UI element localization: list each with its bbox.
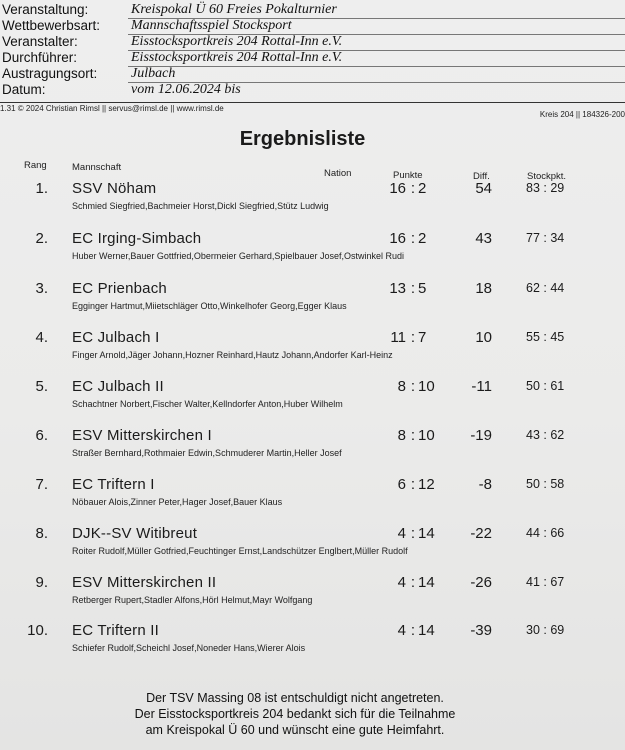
team-name: EC Julbach I: [72, 329, 160, 346]
points-lost: 10: [418, 427, 435, 444]
points-separator: :: [410, 476, 416, 493]
header-value: Eisstocksportkreis 204 Rottal-Inn e.V.: [131, 50, 343, 65]
team-name: EC Prienbach: [72, 280, 167, 297]
team-players: Egginger Hartmut,Miietschläger Otto,Winkelhofer Georg,Egger Klaus: [72, 301, 347, 311]
table-row: [0, 378, 625, 426]
header-row-executor: [0, 50, 625, 66]
header-value: Kreispokal Ü 60 Freies Pokalturnier: [131, 2, 337, 17]
district-id: Kreis 204 || 184326-200: [539, 110, 625, 119]
points-lost: 2: [418, 180, 427, 197]
team-players: Nöbauer Alois,Zinner Peter,Hager Josef,Bauer Klaus: [72, 497, 283, 507]
difference: -19: [470, 427, 492, 444]
header-row-event: [0, 2, 625, 18]
team-name: EC Julbach II: [72, 378, 164, 395]
table-row: [0, 525, 625, 573]
stock-points: 50 : 61: [526, 379, 565, 393]
difference: 18: [475, 280, 492, 297]
team-name: ESV Mitterskirchen II: [72, 574, 217, 591]
points-lost: 12: [418, 476, 435, 493]
header-value: Julbach: [131, 66, 176, 81]
column-header-nation: Nation: [324, 168, 352, 179]
rank: 2.: [35, 230, 48, 247]
rank: 10.: [27, 622, 48, 639]
team-players: Straßer Bernhard,Rothmaier Edwin,Schmuderer Martin,Heller Josef: [72, 448, 342, 458]
rank: 7.: [35, 476, 48, 493]
stock-points: 83 : 29: [526, 181, 565, 195]
table-row: [0, 230, 625, 278]
team-players: Huber Werner,Bauer Gottfried,Obermeier Gerhard,Spielbauer Josef,Ostwinkel Rudi: [72, 251, 404, 261]
points-lost: 2: [418, 230, 427, 247]
points-lost: 10: [418, 378, 435, 395]
column-header-rank: Rang: [24, 160, 47, 171]
points-won: 8: [397, 378, 406, 395]
points-separator: :: [410, 427, 416, 444]
table-row: [0, 180, 625, 228]
table-row: [0, 427, 625, 475]
header-row-organizer: [0, 34, 625, 50]
points-separator: :: [410, 574, 416, 591]
points-won: 11: [390, 329, 406, 346]
header-row-type: [0, 18, 625, 34]
points-lost: 5: [418, 280, 427, 297]
table-row: [0, 329, 625, 377]
column-header-team: Mannschaft: [72, 162, 122, 173]
header-label: Veranstaltung:: [2, 2, 89, 17]
header-label: Wettbewerbsart:: [2, 18, 101, 33]
difference: 54: [475, 180, 492, 197]
column-header-diff: Diff.: [473, 171, 490, 182]
difference: -39: [470, 622, 492, 639]
header-row-date: [0, 82, 625, 98]
header-value: Mannschaftsspiel Stocksport: [131, 18, 292, 33]
difference: -26: [470, 574, 492, 591]
rank: 4.: [35, 329, 48, 346]
points-won: 4: [397, 574, 406, 591]
team-players: Schiefer Rudolf,Scheichl Josef,Noneder Hans,Wierer Alois: [72, 643, 306, 653]
software-credit: 1.31 © 2024 Christian Rimsl || servus@rimsl.de || www.rimsl.de: [0, 104, 224, 113]
team-players: Schachtner Norbert,Fischer Walter,Kellndorfer Anton,Huber Wilhelm: [72, 399, 343, 409]
stock-points: 43 : 62: [526, 428, 565, 442]
team-name: ESV Mitterskirchen I: [72, 427, 212, 444]
points-won: 4: [397, 622, 406, 639]
header-label: Veranstalter:: [2, 34, 78, 49]
stock-points: 41 : 67: [526, 575, 565, 589]
team-players: Finger Arnold,Jäger Johann,Hozner Reinhard,Hautz Johann,Andorfer Karl-Heinz: [72, 350, 393, 360]
points-separator: :: [410, 329, 416, 346]
header-label: Durchführer:: [2, 50, 78, 65]
closing-note-line: Der Eisstocksportkreis 204 bedankt sich für die Teilnahme: [134, 707, 456, 721]
difference: -8: [478, 476, 492, 493]
points-lost: 14: [418, 574, 435, 591]
points-lost: 7: [418, 329, 427, 346]
column-header-stockpoints: Stockpkt.: [527, 171, 567, 182]
points-won: 16: [389, 230, 406, 247]
points-separator: :: [410, 180, 416, 197]
difference: 43: [475, 230, 492, 247]
header-row-venue: [0, 66, 625, 82]
points-won: 16: [389, 180, 406, 197]
header-value: vom 12.06.2024 bis: [131, 82, 241, 97]
stock-points: 62 : 44: [526, 281, 565, 295]
table-row: [0, 280, 625, 328]
rank: 8.: [35, 525, 48, 542]
closing-note-line: am Kreispokal Ü 60 und wünscht eine gute Heimfahrt.: [145, 723, 445, 737]
closing-note-line: Der TSV Massing 08 ist entschuldigt nicht angetreten.: [146, 691, 444, 705]
points-lost: 14: [418, 525, 435, 542]
points-separator: :: [410, 280, 416, 297]
points-separator: :: [410, 230, 416, 247]
team-name: SSV Nöham: [72, 180, 157, 197]
points-separator: :: [410, 525, 416, 542]
points-won: 8: [397, 427, 406, 444]
rank: 1.: [35, 180, 48, 197]
team-name: DJK--SV Witibreut: [72, 525, 198, 542]
team-players: Retberger Rupert,Stadler Alfons,Hörl Helmut,Mayr Wolfgang: [72, 595, 313, 605]
points-won: 4: [397, 525, 406, 542]
rank: 3.: [35, 280, 48, 297]
difference: -11: [471, 378, 492, 395]
points-won: 13: [389, 280, 406, 297]
stock-points: 44 : 66: [526, 526, 565, 540]
stock-points: 77 : 34: [526, 231, 565, 245]
rank: 5.: [35, 378, 48, 395]
table-row: [0, 574, 625, 622]
table-row: [0, 476, 625, 524]
stock-points: 50 : 58: [526, 477, 565, 491]
points-separator: :: [410, 622, 416, 639]
stock-points: 30 : 69: [526, 623, 565, 637]
header-label: Datum:: [2, 82, 46, 97]
rank: 9.: [35, 574, 48, 591]
difference: 10: [475, 329, 492, 346]
points-won: 6: [397, 476, 406, 493]
page-title: Ergebnisliste: [239, 128, 366, 150]
team-name: EC Triftern II: [72, 622, 159, 639]
event-header: [0, 2, 625, 98]
team-players: Schmied Siegfried,Bachmeier Horst,Dickl Siegfried,Stütz Ludwig: [72, 201, 329, 211]
team-players: Roiter Rudolf,Müller Gotfried,Feuchtinger Ernst,Landschützer Englbert,Müller Rudolf: [72, 546, 408, 556]
stock-points: 55 : 45: [526, 330, 565, 344]
header-bottom-rule: [0, 102, 625, 103]
header-label: Austragungsort:: [2, 66, 98, 81]
points-lost: 14: [418, 622, 435, 639]
closing-note: [0, 690, 590, 738]
table-row: [0, 622, 625, 670]
points-separator: :: [410, 378, 416, 395]
team-name: EC Triftern I: [72, 476, 155, 493]
difference: -22: [470, 525, 492, 542]
rank: 6.: [35, 427, 48, 444]
header-value: Eisstocksportkreis 204 Rottal-Inn e.V.: [131, 34, 343, 49]
team-name: EC Irging-Simbach: [72, 230, 202, 247]
column-header-points: Punkte: [393, 170, 423, 181]
